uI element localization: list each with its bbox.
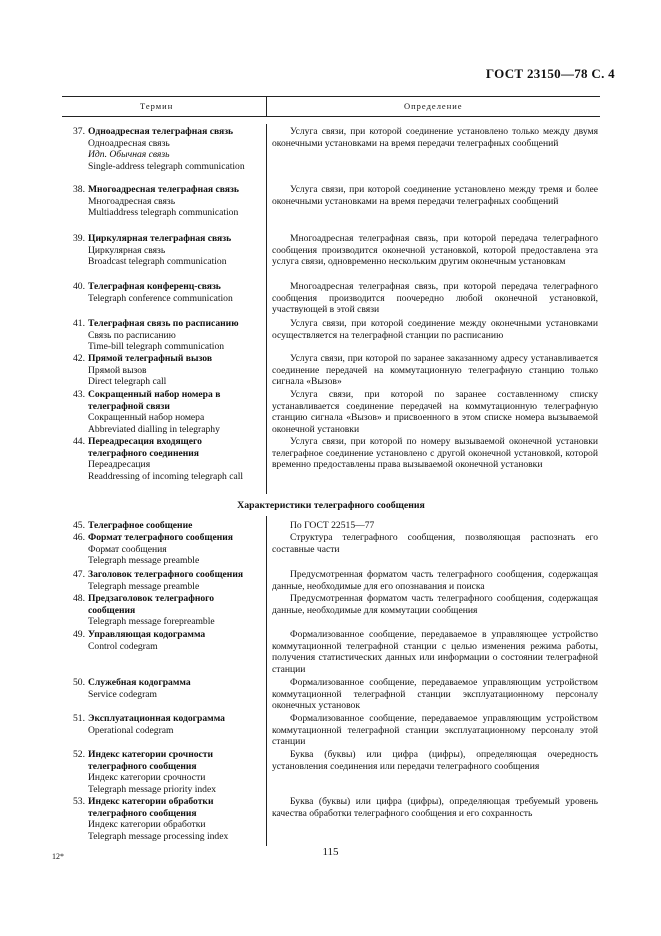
- term-synonym: Прямой вызов: [88, 364, 147, 376]
- term-definition: [272, 713, 598, 748]
- term-entry: [73, 532, 263, 567]
- term-title: Управляющая кодограмма: [88, 629, 206, 640]
- definition-text: Многоадресная телеграфная связь, при которой передача телеграфного сообщения производится поочередно любой оконечной установкой, участвующей в этой связи: [272, 281, 598, 316]
- term-definition: [272, 796, 598, 819]
- page-header: ГОСТ 23150—78 С. 4: [485, 66, 615, 81]
- term-number: 41.: [73, 318, 85, 329]
- definition-text: Формализованное сообщение, передаваемое управляющим устройством коммутационной телеграфной станции эксплуатационному персоналу этой станции: [272, 713, 598, 748]
- term-definition: [272, 532, 598, 555]
- term-synonym: Control codegram: [88, 640, 158, 652]
- term-definition: [272, 569, 598, 592]
- definition-text: Услуга связи, при которой по заранее заказанному адресу устанавливается соединение передачей на коммутационную телеграфную станцию только сигнала «Вызов»: [272, 353, 598, 388]
- term-synonym: Broadcast telegraph communication: [88, 256, 227, 268]
- table-header-rule: [62, 116, 600, 117]
- page-number: 115: [322, 846, 339, 858]
- column-divider-header: [266, 96, 267, 116]
- term-number: 40.: [73, 281, 85, 292]
- term-title: Одноадресная телеграфная связь: [88, 126, 234, 137]
- term-title: Служебная кодограмма: [88, 677, 191, 688]
- term-definition: [272, 677, 598, 712]
- term-definition: [272, 593, 598, 616]
- definition-text: Услуга связи, при которой соединение установлено между тремя и более оконечными установками на время передачи телеграфных сообщений: [272, 184, 598, 207]
- definition-text: Услуга связи, при которой соединение между оконечными установками осуществляется на телеграфной станции по расписанию: [272, 318, 598, 341]
- definition-text: По ГОСТ 22515—77: [290, 520, 375, 531]
- term-definition: [272, 436, 598, 471]
- definition-text: Предусмотренная форматом часть телеграфного сообщения, содержащая данные, необходимые для коммутации сообщения: [272, 593, 598, 616]
- term-title: Сокращенный набор номера в телеграфной связи: [88, 389, 221, 412]
- term-synonym: Идп. Обычная связь: [88, 149, 170, 161]
- term-definition: [272, 353, 598, 388]
- term-definition: [272, 233, 598, 268]
- term-entry: [73, 796, 263, 843]
- term-number: 46.: [73, 532, 85, 543]
- table-top-rule: [62, 96, 600, 97]
- term-synonym: Telegraph message preamble: [88, 555, 200, 567]
- term-synonym: Формат сообщения: [88, 543, 167, 555]
- footnote-mark: 12*: [52, 852, 64, 861]
- term-definition: [272, 520, 598, 532]
- term-entry: [73, 389, 263, 436]
- term-synonym: Циркулярная связь: [88, 244, 166, 256]
- term-entry: [73, 318, 263, 353]
- term-title: Циркулярная телеграфная связь: [88, 233, 232, 244]
- term-definition: [272, 126, 598, 149]
- term-number: 42.: [73, 353, 85, 364]
- term-synonym: Индекс категории обработки: [88, 819, 206, 831]
- column-divider-lower: [266, 516, 267, 846]
- term-definition: [272, 281, 598, 316]
- term-entry: [73, 629, 263, 652]
- term-number: 45.: [73, 520, 85, 531]
- term-synonym: Time-bill telegraph communication: [88, 341, 225, 353]
- term-title: Заголовок телеграфного сообщения: [88, 569, 244, 580]
- term-synonym: Telegraph message processing index: [88, 831, 229, 843]
- term-title: Формат телеграфного сообщения: [88, 532, 233, 543]
- term-number: 43.: [73, 389, 85, 400]
- term-definition: [272, 318, 598, 341]
- term-entry: [73, 569, 263, 592]
- term-synonym: Multiaddress telegraph communication: [88, 207, 239, 219]
- term-entry: [73, 436, 263, 483]
- term-definition: [272, 749, 598, 772]
- term-entry: [73, 593, 263, 628]
- term-synonym: Многоадресная связь: [88, 195, 176, 207]
- term-number: 38.: [73, 184, 85, 195]
- definition-text: Предусмотренная форматом часть телеграфного сообщения, содержащая данные, необходимые для его опознавания и поиска: [272, 569, 598, 592]
- column-header-definition: Определение: [404, 101, 463, 111]
- term-number: 37.: [73, 126, 85, 137]
- definition-text: Услуга связи, при которой соединение установлено только между двумя оконечными установками на время передачи телеграфных сообщений: [272, 126, 598, 149]
- term-synonym: Telegraph conference communication: [88, 292, 233, 304]
- term-entry: [73, 126, 263, 173]
- term-title: Прямой телеграфный вызов: [88, 353, 213, 364]
- term-entry: [73, 713, 263, 736]
- definition-text: Услуга связи, при которой по номеру вызываемой оконечной установки телеграфное соединение установлено с другой оконечной установкой, которой временно предоставлены права вызываемой оконечной установки: [272, 436, 598, 471]
- term-title: Предзаголовок телеграфного сообщения: [88, 593, 215, 616]
- term-entry: [73, 353, 263, 388]
- term-synonym: Telegraph message preamble: [88, 580, 200, 592]
- definition-text: Буква (буквы) или цифра (цифры), определяющая очередность установления соединения или передачи телеграфного сообщения: [272, 749, 598, 772]
- term-number: 53.: [73, 796, 85, 807]
- definition-text: Буква (буквы) или цифра (цифры), определяющая требуемый уровень качества обработки телеграфного сообщения и его сохранность: [272, 796, 598, 819]
- term-number: 48.: [73, 593, 85, 604]
- definition-text: Формализованное сообщение, передаваемое в управляющее устройство коммутационной телеграфной станции с целью изменения режима работы, получения статистических данных или информации о состоянии телеграфной станции: [272, 629, 598, 676]
- term-number: 47.: [73, 569, 85, 580]
- term-title: Многоадресная телеграфная связь: [88, 184, 239, 195]
- term-synonym: Индекс категории срочности: [88, 772, 206, 784]
- term-title: Индекс категории обработки телеграфного сообщения: [88, 796, 214, 819]
- term-number: 52.: [73, 749, 85, 760]
- term-synonym: Service codegram: [88, 688, 157, 700]
- term-entry: [73, 677, 263, 700]
- definition-text: Многоадресная телеграфная связь, при которой передача телеграфного сообщения производится оконечной установкой, которой предоставлена эта услуга связи, одновременно нескольким другим оконечным установкам: [272, 233, 598, 268]
- term-title: Индекс категории срочности телеграфного сообщения: [88, 749, 214, 772]
- term-number: 49.: [73, 629, 85, 640]
- term-definition: [272, 389, 598, 436]
- column-divider-upper: [266, 124, 267, 494]
- term-synonym: Связь по расписанию: [88, 329, 176, 341]
- term-title: Телеграфная связь по расписанию: [88, 318, 239, 329]
- term-definition: [272, 184, 598, 207]
- term-title: Телеграфное сообщение: [88, 520, 193, 531]
- term-synonym: Single-address telegraph communication: [88, 161, 245, 173]
- term-entry: [73, 520, 263, 532]
- term-entry: [73, 281, 263, 304]
- definition-text: Формализованное сообщение, передаваемое управляющим устройством коммутационной телеграфной станции эксплуатационному персоналу оконечных установок: [272, 677, 598, 712]
- term-synonym: Readdressing of incoming telegraph call: [88, 471, 244, 483]
- term-number: 44.: [73, 436, 85, 447]
- term-number: 51.: [73, 713, 85, 724]
- term-synonym: Operational codegram: [88, 724, 174, 736]
- term-number: 50.: [73, 677, 85, 688]
- term-synonym: Telegraph message priority index: [88, 784, 217, 796]
- section-title: Характеристики телеграфного сообщения: [237, 500, 425, 511]
- term-synonym: Telegraph message forepreamble: [88, 616, 215, 628]
- term-entry: [73, 749, 263, 796]
- term-entry: [73, 184, 263, 219]
- term-title: Переадресация входящего телеграфного соединения: [88, 436, 202, 459]
- term-synonym: Direct telegraph call: [88, 376, 167, 388]
- term-entry: [73, 233, 263, 268]
- term-title: Эксплуатационная кодограмма: [88, 713, 225, 724]
- term-synonym: Сокращенный набор номера: [88, 412, 205, 424]
- term-synonym: Abbreviated dialling in telegraphy: [88, 424, 220, 436]
- term-title: Телеграфная конференц-связь: [88, 281, 221, 292]
- column-header-term: Термин: [140, 101, 174, 111]
- term-number: 39.: [73, 233, 85, 244]
- term-synonym: Одноадресная связь: [88, 137, 170, 149]
- definition-text: Услуга связи, при которой по заранее составленному списку устанавливается соединение передачей на коммутационную телеграфную станцию сигнала «Вызов» и присвоенного в этом списке номера вызываемой оконечной установки: [272, 389, 598, 436]
- definition-text: Структура телеграфного сообщения, позволяющая распознать его составные части: [272, 532, 598, 555]
- term-synonym: Переадресация: [88, 459, 151, 471]
- term-definition: [272, 629, 598, 676]
